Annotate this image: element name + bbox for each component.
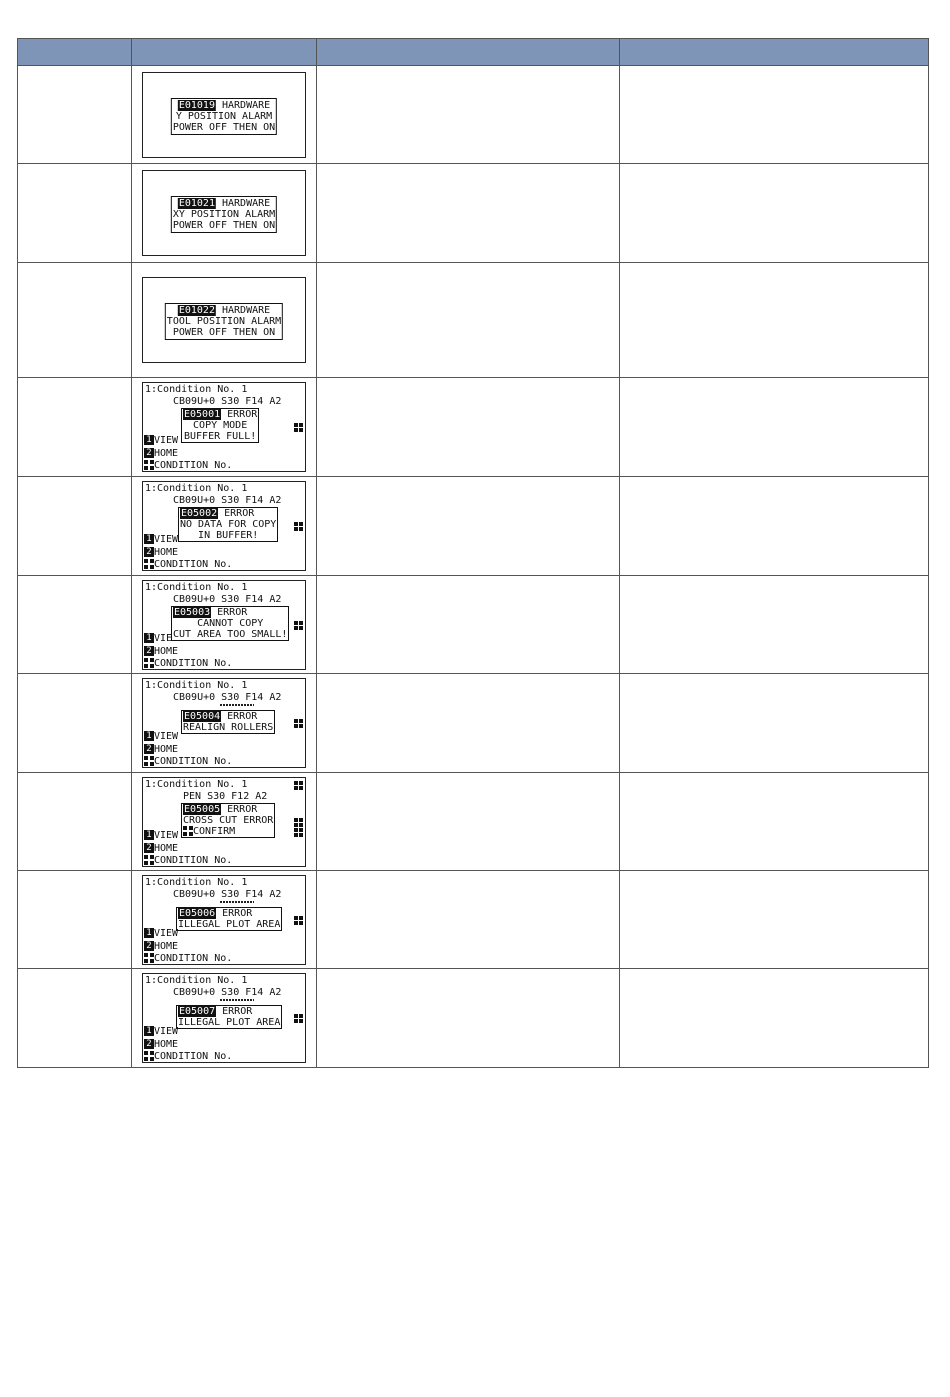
enter-key-icon [144,855,154,865]
menu-item [144,448,178,459]
error-table [17,38,929,1068]
popup-line: E05003 ERROR [174,606,248,618]
error-popup [181,710,275,734]
menu-label: CONDITION No. [154,1051,233,1062]
lcd-display [142,875,306,965]
status-icon [294,522,303,531]
enter-key-icon [183,826,193,836]
display-cell [132,576,317,674]
error-popup [176,907,282,931]
menu-item [144,1039,178,1050]
lcd-display [142,72,306,158]
code-cell [18,773,132,871]
cause-cell [317,871,620,969]
table-row [18,164,929,263]
alarm-message-box [171,98,277,135]
enter-key-icon [144,559,154,569]
code-cell [18,576,132,674]
progress-bar-icon [220,999,254,1001]
popup-line: CROSS CUT ERROR [183,814,274,826]
key-1-icon: 1 [144,633,154,643]
menu-item [144,953,232,964]
key-2-icon: 2 [144,1039,154,1049]
header-cell [18,39,132,66]
menu-item [144,559,232,570]
status-icon [294,1014,303,1023]
code-cell [18,263,132,378]
solution-cell [620,66,929,164]
menu-item [144,855,232,866]
alarm-line: E01019 HARDWARE [178,99,271,111]
condition-line: 1:Condition No. 1 [145,975,248,986]
error-popup [181,408,259,443]
table-row [18,674,929,773]
menu-label: CONDITION No. [154,854,233,866]
cause-cell [317,263,620,378]
alarm-line: POWER OFF THEN ON [172,220,276,231]
popup-line: E05005 ERROR [184,803,258,815]
table-row [18,871,929,969]
solution-cell [620,164,929,263]
popup-line: CONFIRM [183,826,273,837]
code-cell [18,871,132,969]
enter-key-icon [144,756,154,766]
lcd-display [142,678,306,768]
menu-label: VIEW [154,829,179,841]
enter-key-icon [144,1051,154,1061]
cause-cell [317,378,620,477]
popup-line: REALIGN ROLLERS [183,722,274,733]
enter-key-icon [144,953,154,963]
tool-settings-line: CB09U+0 S30 F14 A2 [173,888,282,900]
condition-line: 1:Condition No. 1 [145,778,248,790]
display-cell [132,378,317,477]
cause-cell [317,969,620,1068]
menu-label: CONDITION No. [154,756,233,767]
popup-line: E05001 ERROR [184,409,258,420]
condition-line: 1:Condition No. 1 [145,483,248,494]
menu-label: HOME [154,842,179,854]
alarm-message-box [165,303,283,340]
tool-settings-line: PEN S30 F12 A2 [183,790,268,802]
menu-label: HOME [154,940,179,952]
popup-line: E05007 ERROR [179,1006,253,1017]
error-code: E01021 [178,198,215,209]
display-cell [132,871,317,969]
status-icon [294,719,303,728]
popup-line: NO DATA FOR COPY [180,519,277,530]
tool-settings-line: CB09U+0 S30 F14 A2 [173,495,282,506]
menu-label: VIEW [154,534,179,545]
popup-line: E05004 ERROR [184,711,258,722]
error-code: E01022 [178,305,215,316]
table-row [18,773,929,871]
code-cell [18,66,132,164]
tool-settings-line: CB09U+0 S30 F14 A2 [173,396,282,407]
menu-item [144,547,178,558]
error-code: E05002 [181,508,218,519]
menu-item [144,941,178,952]
error-popup [178,507,278,542]
status-icon [294,781,303,790]
alarm-line: E01022 HARDWARE [178,305,271,316]
error-code: E05004 [184,711,221,722]
cause-cell [317,674,620,773]
code-cell [18,969,132,1068]
lcd-display [142,382,306,472]
tool-settings-line: CB09U+0 S30 F14 A2 [173,692,282,703]
menu-item [144,658,232,669]
lcd-display [142,277,306,363]
alarm-line: Y POSITION ALARM [175,110,273,122]
error-code: E05003 [174,606,211,618]
code-cell [18,378,132,477]
table-row [18,66,929,164]
menu-item [144,646,178,657]
key-2-icon: 2 [144,547,154,557]
alarm-line: E01021 HARDWARE [178,198,271,209]
lcd-display [142,973,306,1063]
display-cell [132,164,317,263]
display-cell [132,66,317,164]
enter-key-icon [144,460,154,470]
menu-label: HOME [154,645,179,657]
popup-line: E05006 ERROR [179,907,253,919]
menu-label: VIEW [154,1026,179,1037]
menu-label: VIEW [154,435,179,446]
table-header-row [18,39,929,66]
solution-cell [620,378,929,477]
alarm-message-box [171,196,277,233]
key-2-icon: 2 [144,646,154,656]
condition-line: 1:Condition No. 1 [145,680,248,691]
header-cell [620,39,929,66]
condition-line: 1:Condition No. 1 [145,581,248,593]
status-icon [294,916,303,925]
alarm-line: TOOL POSITION ALARM [166,316,282,327]
error-popup [171,606,289,641]
status-icon [294,423,303,432]
condition-line: 1:Condition No. 1 [145,384,248,395]
lcd-display [142,481,306,571]
table-row [18,263,929,378]
display-cell [132,263,317,378]
menu-label: HOME [154,1039,179,1050]
menu-item [144,534,178,545]
condition-line: 1:Condition No. 1 [145,876,248,888]
lcd-display [142,777,306,867]
code-cell [18,164,132,263]
table-row [18,969,929,1068]
key-2-icon: 2 [144,843,154,853]
progress-bar-icon [220,901,254,903]
menu-item [144,731,178,742]
display-cell [132,477,317,576]
cause-cell [317,66,620,164]
menu-item [144,756,232,767]
menu-label: CONDITION No. [154,952,233,964]
menu-label: CONDITION No. [154,559,233,570]
lcd-display [142,580,306,670]
menu-label: VIE [154,632,173,644]
popup-line: ILLEGAL PLOT AREA [178,918,281,930]
status-icon [294,621,303,630]
menu-item [144,633,172,644]
cause-cell [317,773,620,871]
menu-item [144,843,178,854]
menu-item [144,460,232,471]
solution-cell [620,263,929,378]
key-1-icon: 1 [144,534,154,544]
status-icon [294,818,303,827]
header-cell [317,39,620,66]
popup-line: E05002 ERROR [181,508,255,519]
table-row [18,378,929,477]
menu-item [144,1051,232,1062]
key-1-icon: 1 [144,435,154,445]
cause-cell [317,164,620,263]
display-cell [132,773,317,871]
key-1-icon: 1 [144,830,154,840]
error-popup [176,1005,282,1029]
popup-line: BUFFER FULL! [184,431,257,442]
solution-cell [620,871,929,969]
menu-label: HOME [154,547,179,558]
code-cell [18,477,132,576]
key-1-icon: 1 [144,1026,154,1036]
solution-cell [620,576,929,674]
menu-item [144,1026,178,1037]
error-code: E05007 [179,1006,216,1017]
display-cell [132,969,317,1068]
lcd-display [142,170,306,256]
key-1-icon: 1 [144,928,154,938]
popup-line: COPY MODE [193,420,248,431]
key-1-icon: 1 [144,731,154,741]
menu-label: VIEW [154,731,179,742]
tool-settings-line: CB09U+0 S30 F14 A2 [173,593,282,605]
menu-label: HOME [154,448,179,459]
key-2-icon: 2 [144,448,154,458]
popup-line: CANNOT COPY [197,617,264,629]
solution-cell [620,477,929,576]
error-code: E05006 [179,907,216,919]
menu-item [144,435,178,446]
cause-cell [317,576,620,674]
tool-settings-line: CB09U+0 S30 F14 A2 [173,987,282,998]
error-popup [181,803,275,838]
cause-cell [317,477,620,576]
alarm-line: POWER OFF THEN ON [172,327,276,338]
menu-label: VIEW [154,927,179,939]
alarm-line: XY POSITION ALARM [172,209,276,220]
solution-cell [620,773,929,871]
display-cell [132,674,317,773]
menu-label: HOME [154,744,179,755]
enter-key-icon [144,658,154,668]
menu-label: CONDITION No. [154,460,233,471]
error-code: E01019 [178,99,215,111]
key-2-icon: 2 [144,941,154,951]
status-icon [294,828,303,837]
popup-line: IN BUFFER! [198,530,259,541]
key-2-icon: 2 [144,744,154,754]
solution-cell [620,969,929,1068]
error-code: E05001 [184,409,221,420]
popup-line: CUT AREA TOO SMALL! [173,628,288,640]
menu-item [144,830,178,841]
alarm-line: POWER OFF THEN ON [172,121,276,133]
menu-item [144,744,178,755]
code-cell [18,674,132,773]
menu-item [144,928,178,939]
error-code: E05005 [184,803,221,815]
table-row [18,576,929,674]
menu-label: CONDITION No. [154,657,233,669]
solution-cell [620,674,929,773]
progress-bar-icon [220,704,254,706]
header-cell [132,39,317,66]
popup-line: ILLEGAL PLOT AREA [178,1017,281,1028]
table-row [18,477,929,576]
